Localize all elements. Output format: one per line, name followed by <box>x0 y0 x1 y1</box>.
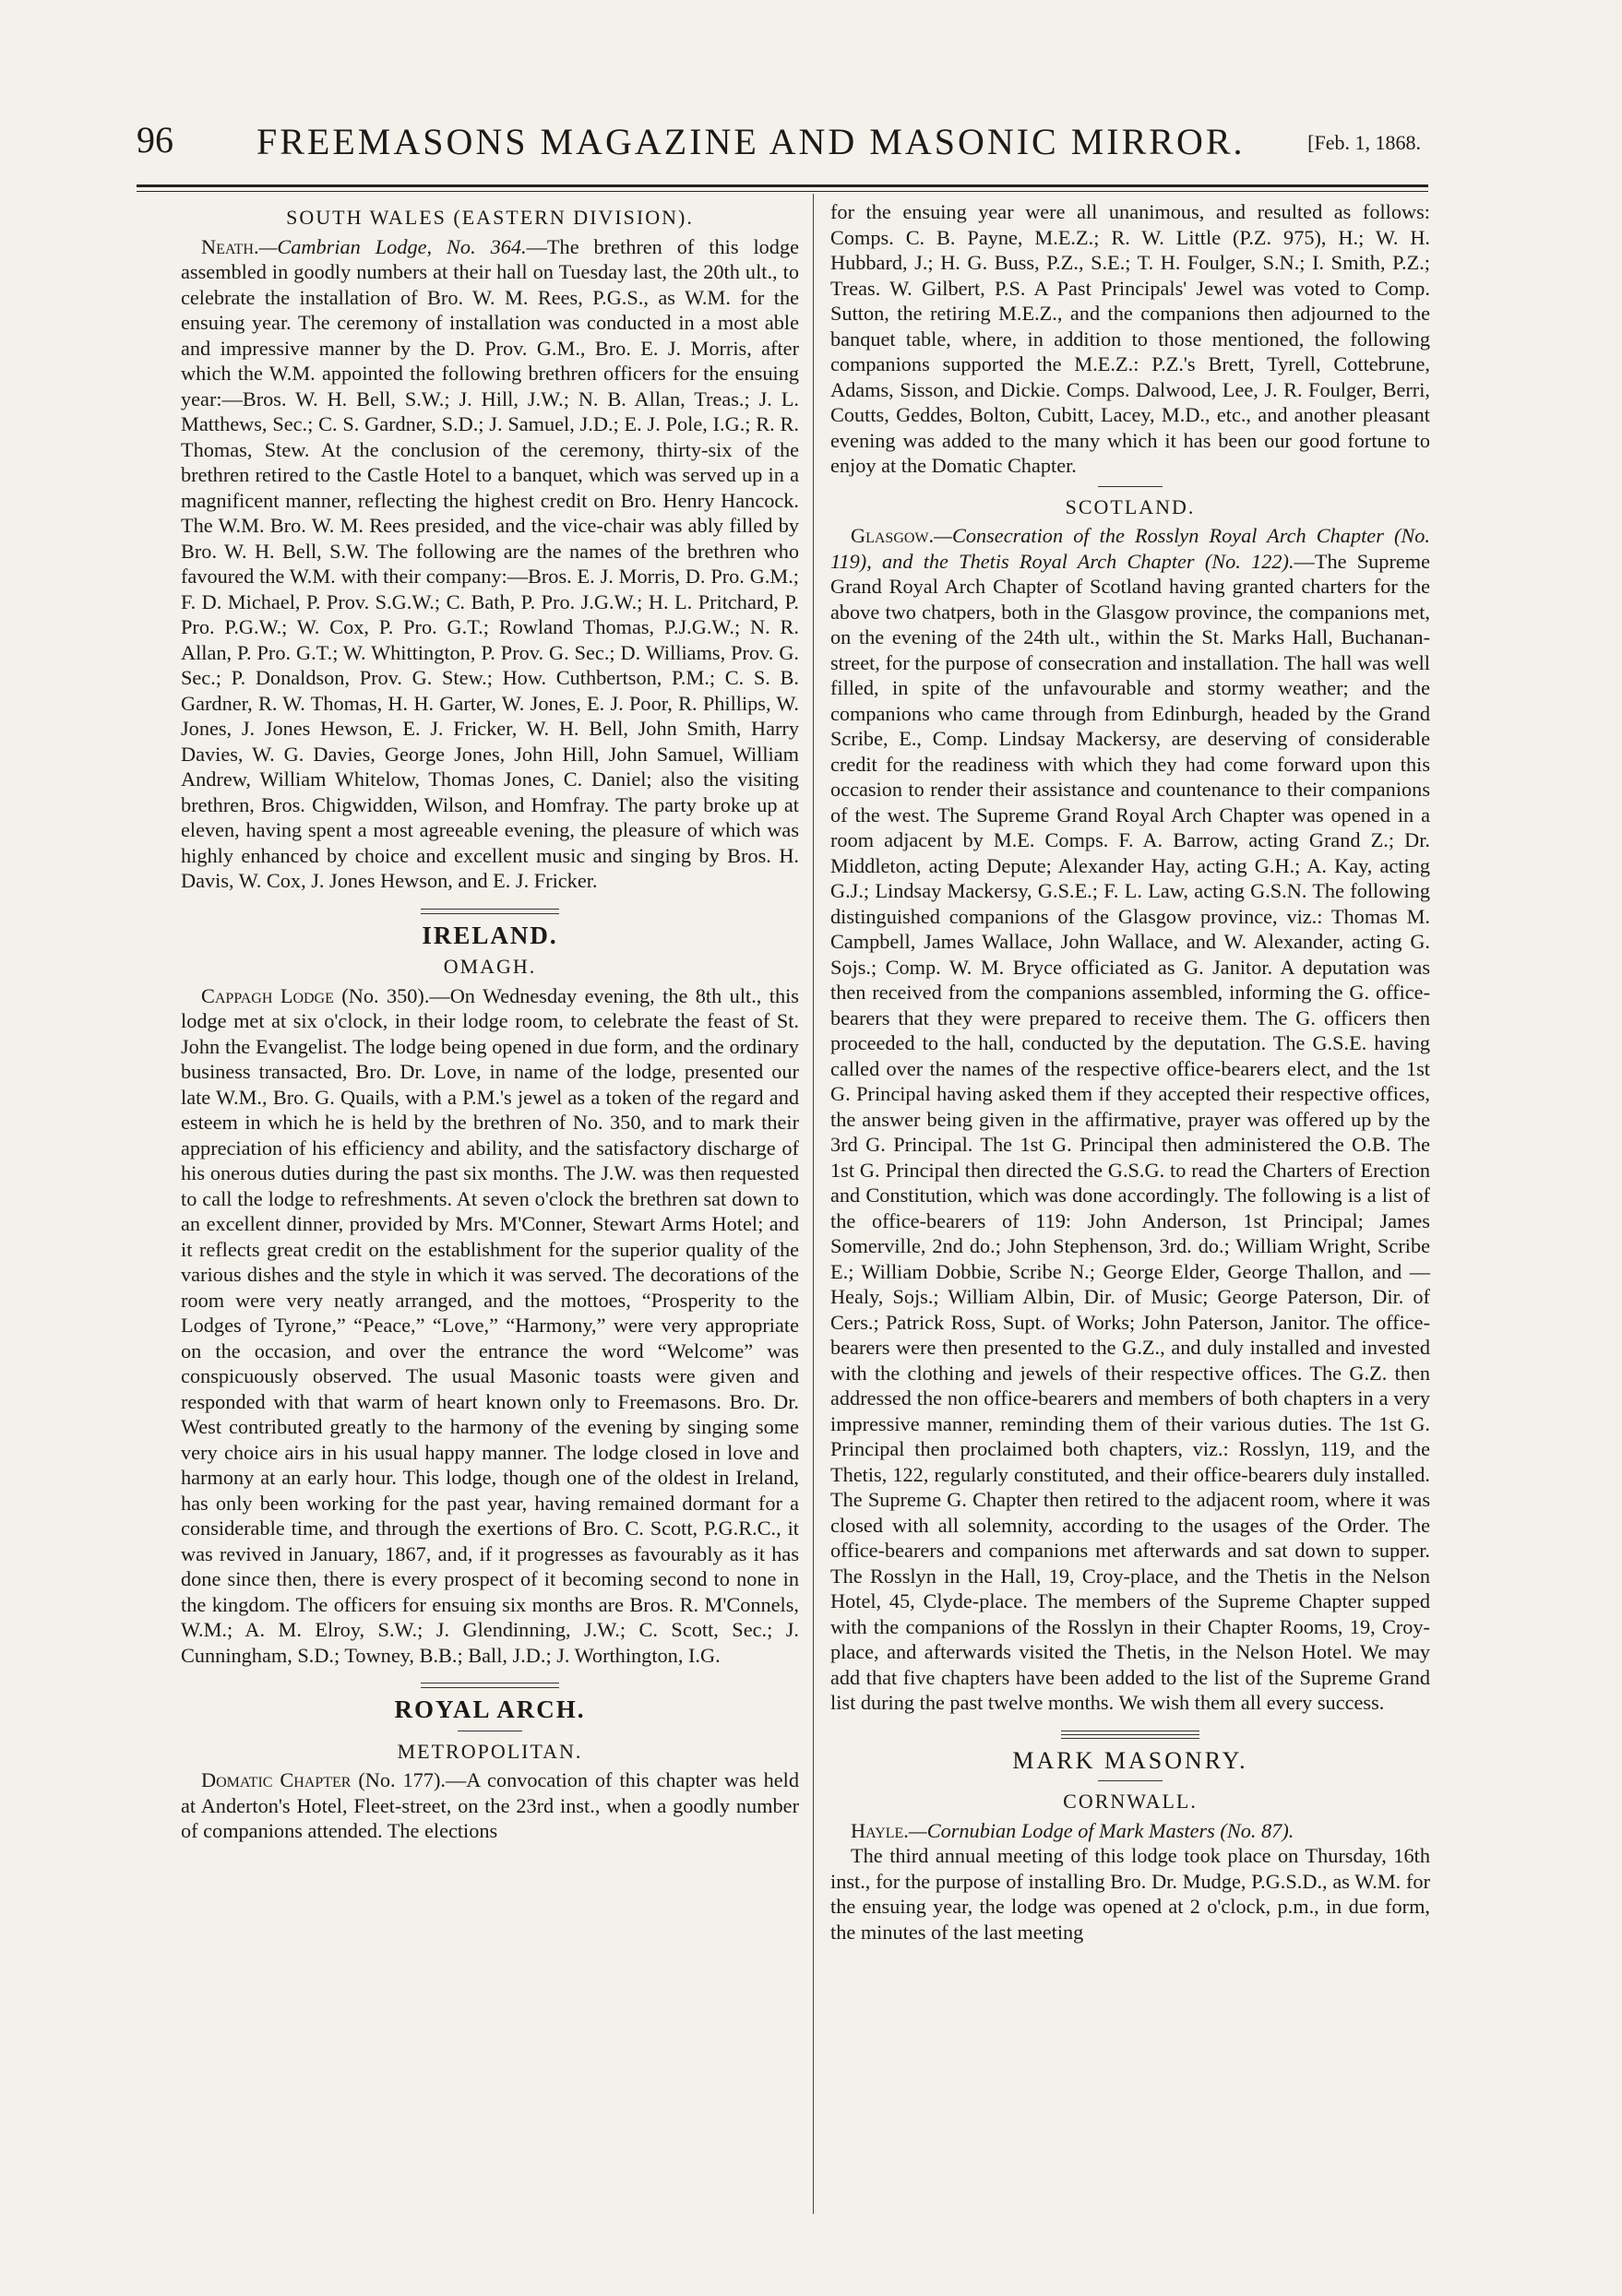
article-lead: Glasgow. <box>851 524 935 547</box>
right-column <box>830 199 1430 1948</box>
article-body: The third annual meeting of this lodge took place on Thursday, 16th inst., for the purpose of installing Bro. Dr. Mudge, P.G.S.D., as W.M. for the ensuing year, the lodge was opened at 2 o'clock, p.m., in due form, the minutes of the last meeting <box>830 1844 1430 1944</box>
left-column <box>181 199 799 1848</box>
page-header <box>137 118 1421 183</box>
section-divider <box>1098 486 1163 487</box>
section-divider <box>1061 1731 1199 1739</box>
section-heading: ROYAL ARCH. <box>394 1695 586 1723</box>
article-south-wales <box>181 205 799 894</box>
section-subheading: METROPOLITAN. <box>397 1739 583 1763</box>
page-number: 96 <box>137 119 173 161</box>
section-heading: MARK MASONRY. <box>1012 1746 1248 1774</box>
article-lead: Domatic Chapter <box>201 1768 352 1791</box>
article-subhead: —Cambrian Lodge, No. 364. <box>258 234 527 258</box>
article-text: —The brethren of this lodge assembled in goodly numbers at their hall on Tuesday last, the 20th ult., to celebrate the installation of Bro. W. M. Rees, P.G.S., as W.M. for the ensuing year. The ceremony of installation was conducted in a most able and impressive manner by the D. Prov. G.M., Bro. E. J. Morris, after which the W.M. appointed the following brethren officers for the ensuing year:—Bros. W. H. Bell, S.W.; J. Hill, J.W.; N. B. Allan, Treas.; J. L. Matthews, Sec.; C. S. Gardner, S.D.; J. Samuel, J.D.; E. J. Pole, I.G.; R. R. Thomas, Stew. At the conclusion of the ceremony, thirty-six of the brethren retired to the Castle Hotel to a banquet, which was served up in a magnificent manner, reflecting the highest credit on Bro. Henry Hancock. The W.M. Bro. W. M. Rees presided, and the vice-chair was ably filled by Bro. W. H. Bell, S.W. The following are the names of the brethren who favoured the W.M. with their company:—Bros. E. J. Morris, D. Pro. G.M.; F. D. Michael, P. Prov. S.G.W.; C. Bath, P. Pro. J.G.W.; H. L. Pritchard, P. Pro. P.G.W.; W. Cox, P. Pro. G.T.; Rowland Thomas, P.J.G.W.; N. R. Allan, P. Pro. G.T.; W. Whittington, P. Prov. G. Sec.; D. Williams, Prov. G. Sec.; P. Donaldson, Prov. G. Stew.; How. Cuthbertson, P.M.; C. S. B. Gardner, R. W. Thomas, H. H. Garter, W. Jones, E. J. Poor, R. Phillips, W. Jones, J. Jones Hewson, E. J. Fricker, W. H. Bell, John Smith, Harry Davies, W. G. Davies, George Jones, John Hill, John Samuel, William Andrew, William Whitelow, Thomas Jones, C. Daniel; also the visiting brethren, Bros. Chigwidden, Wilson, and Homfray. The party broke up at eleven, having spent a most agreeable evening, the pleasure of which was highly enhanced by choice and excellent music and singing by Bros. H. Davis, W. Cox, J. Jones Hewson, and E. J. Fricker. <box>181 234 800 892</box>
masthead-title: FREEMASONS MAGAZINE AND MASONIC MIRROR. <box>256 121 1246 162</box>
heading-rule <box>1098 1780 1163 1781</box>
article-royal-arch-continued <box>830 199 1430 479</box>
section-subheading: CORNWALL. <box>1063 1790 1198 1813</box>
article-lead: Cappagh Lodge <box>201 983 334 1007</box>
article-body <box>181 234 799 894</box>
article-royal-arch <box>181 1697 799 1844</box>
article-text-continued: for the ensuing year were all unanimous, and resulted as follows: Comps. C. B. Payne, M.E.Z.; R. W. Little (P.Z. 975), H.; W. H. Hubbard, J.; H. G. Buss, P.Z., S.E.; T. H. Foulger, S.N.; I. Smith, P.Z.; Treas. W. Gilbert, P.S. A Past Principals' Jewel was voted to Comp. Sutton, the retiring M.E.Z., and the companions then adjourned to the banquet table, where, in addition to those mentioned, the following companions supported the M.E.Z.: P.Z.'s Brett, Tyrell, Cottebrune, Adams, Sisson, and Dickie. Comps. Dalwood, Lee, J. R. Foulger, Berri, Coutts, Geddes, Bolton, Cubitt, Lacey, M.D., etc., and another pleasant evening was added to the many which it has been our good fortune to enjoy at the Domatic Chapter. <box>830 200 1430 477</box>
section-divider <box>421 1683 559 1688</box>
article-body <box>181 983 799 1669</box>
article-subhead: —Cornubian Lodge of Mark Masters (No. 87). <box>908 1818 1294 1842</box>
article-ireland <box>181 923 799 1669</box>
article-text: (No. 177).—A convocation of this chapter was held at Anderton's Hotel, Fleet-street, on the 23rd inst., when a goodly number of companions attended. The elections <box>181 1768 799 1842</box>
section-divider <box>421 909 559 914</box>
article-scotland <box>830 494 1430 1716</box>
section-heading: SCOTLAND. <box>1065 494 1196 518</box>
article-text: (No. 350).—On Wednesday evening, the 8th ult., this lodge met at six o'clock, in their lodge room, to celebrate the feast of St. John the Evangelist. The lodge being opened in due form, and the ordinary business transacted, Bro. Dr. Love, in name of the lodge, presented our late W.M., Bro. G. Quails, with a P.M.'s jewel as a token of the regard and esteem in which he is held by the brethren of No. 350, and to mark their appreciation of his efficiency and ability, and the satisfactory discharge of his onerous duties during the past six months. The J.W. was then requested to call the lodge to refreshments. At seven o'clock the brethren sat down to an excellent dinner, provided by Mrs. M'Conner, Stewart Arms Hotel; and it reflects great credit on the establishment for the superior quality of the various dishes and the style in which it was served. The decorations of the room were very neatly arranged, and the mottoes, “Prosperity to the Lodges of Tyrone,” “Peace,” “Love,” “Harmony,” were very appropriate on the occasion, and over the entrance the word “Welcome” was conspicuously observed. The usual Masonic toasts were given and responded with that warm of heart known only to Freemasons. Bro. Dr. West contributed greatly to the harmony of the evening by singing some very choice airs in his usual happy manner. The lodge closed in love and harmony at an early hour. This lodge, though one of the oldest in Ireland, has only been working for the past year, having remained dormant for a considerable time, and through the exertions of Bro. C. Scott, P.G.R.C., it was revived in January, 1867, and, if it progresses as favourably as it has done since then, there is every prospect of it becoming second to none in the kingdom. The officers for ensuing six months are Bros. R. M'Connels, W.M.; A. M. Elroy, S.W.; J. Glendinning, J.W.; C. Scott, Sec.; J. Cunningham, S.D.; Towney, B.B.; Ball, J.D.; J. Worthington, I.G. <box>181 983 799 1667</box>
article-subhead: —Consecration of the Rosslyn Royal Arch Chapter (No. 119), and the Thetis Royal Arch Chapter (No. 122). <box>830 524 1430 573</box>
column-divider <box>813 194 814 2214</box>
article-body <box>830 523 1430 1716</box>
article-lead: Hayle. <box>851 1818 909 1842</box>
section-heading: SOUTH WALES (EASTERN DIVISION). <box>286 206 694 229</box>
article-text: —The Supreme Grand Royal Arch Chapter of Scotland having granted charters for the above two chatpers, both in the Glasgow province, the companions met, on the evening of the 24th ult., within the St. Marks Hall, Buchanan-street, for the purpose of consecration and installation. The hall was well filled, in spite of the unfavourable and stormy weather; and the companions who came through from Edinburgh, headed by the Grand Scribe, E., Comp. Lindsay Mackersy, are deserving of considerable credit for the readiness with which they had come forward upon this occasion to render their assistance and countenance to their companions of the west. The Supreme Grand Royal Arch Chapter was opened in a room adjacent by M.E. Comps. F. A. Barrow, acting Grand Z.; Dr. Middleton, acting Depute; Alexander Hay, acting G.H.; A. Kay, acting G.J.; Lindsay Mackersy, G.S.E.; F. L. Law, acting G.S.N. The following distinguished companions of the Glasgow province, viz.: Thomas M. Campbell, James Wallace, John Wallace, and W. Alexander, acting G. Sojs.; Comp. W. M. Bryce officiated as G. Janitor. A deputation was then received from the companions assembled, informing the G. office-bearers that they were prepared to receive them. The G. officers then proceeded to the hall, conducted by the deputation. The G.S.E. having called over the names of the respective office-bearers elect, and the 1st G. Principal having asked them if they accepted their respective offices, the answer being given in the affirmative, prayer was offered up by the 3rd G. Principal. The 1st G. Principal then administered the O.B. The 1st G. Principal then directed the G.S.G. to read the Charters of Erection and Constitution, which was done accordingly. The following is a list of the office-bearers of 119: John Anderson, 1st Principal; James Somerville, 2nd do.; John Stephenson, 3rd. do.; William Wright, Scribe E.; William Dobbie, Scribe N.; George Elder, George Thallon, and — Healy, Sojs.; William Albin, Dir. of Music; George Paterson, Dir. of Cers.; Patrick Ross, Supt. of Works; John Paterson, Janitor. The office-bearers were then presented to the G.Z., and duly installed and invested with the clothing and jewels of their respective offices. The G.Z. then addressed the non office-bearers and members of both chapters in a very impressive manner, reminding them of their various duties. The 1st G. Principal then proclaimed both chapters, viz.: Rosslyn, 119, and the Thetis, 122, regularly constituted, and their office-bearers duly installed. The Supreme G. Chapter then retired to the adjacent room, where it was closed with all solemnity, according to the usages of the Order. The office-bearers and companions met afterwards and sat down to supper. The Rosslyn in the Hall, 19, Croy-place, and the Thetis in the Nelson Hotel, 45, Clyde-place. The members of the Supreme Chapter supped with the companions of the Rosslyn in their Chapter Rooms, 19, Croy-place, and afterwards visited the Thetis, in the Nelson Hotel. We may add that five chapters have been added to the list of the Supreme Grand list during the past twelve months. We wish them all every success. <box>830 549 1431 1714</box>
header-rule <box>137 184 1428 192</box>
section-heading: IRELAND. <box>422 921 558 949</box>
article-lead: Neath. <box>201 234 259 258</box>
section-subheading: OMAGH. <box>443 955 537 978</box>
article-intro <box>830 1818 1430 1844</box>
issue-date: [Feb. 1, 1868. <box>1307 131 1421 154</box>
article-mark-masonry <box>830 1748 1430 1945</box>
article-body <box>181 1767 799 1844</box>
